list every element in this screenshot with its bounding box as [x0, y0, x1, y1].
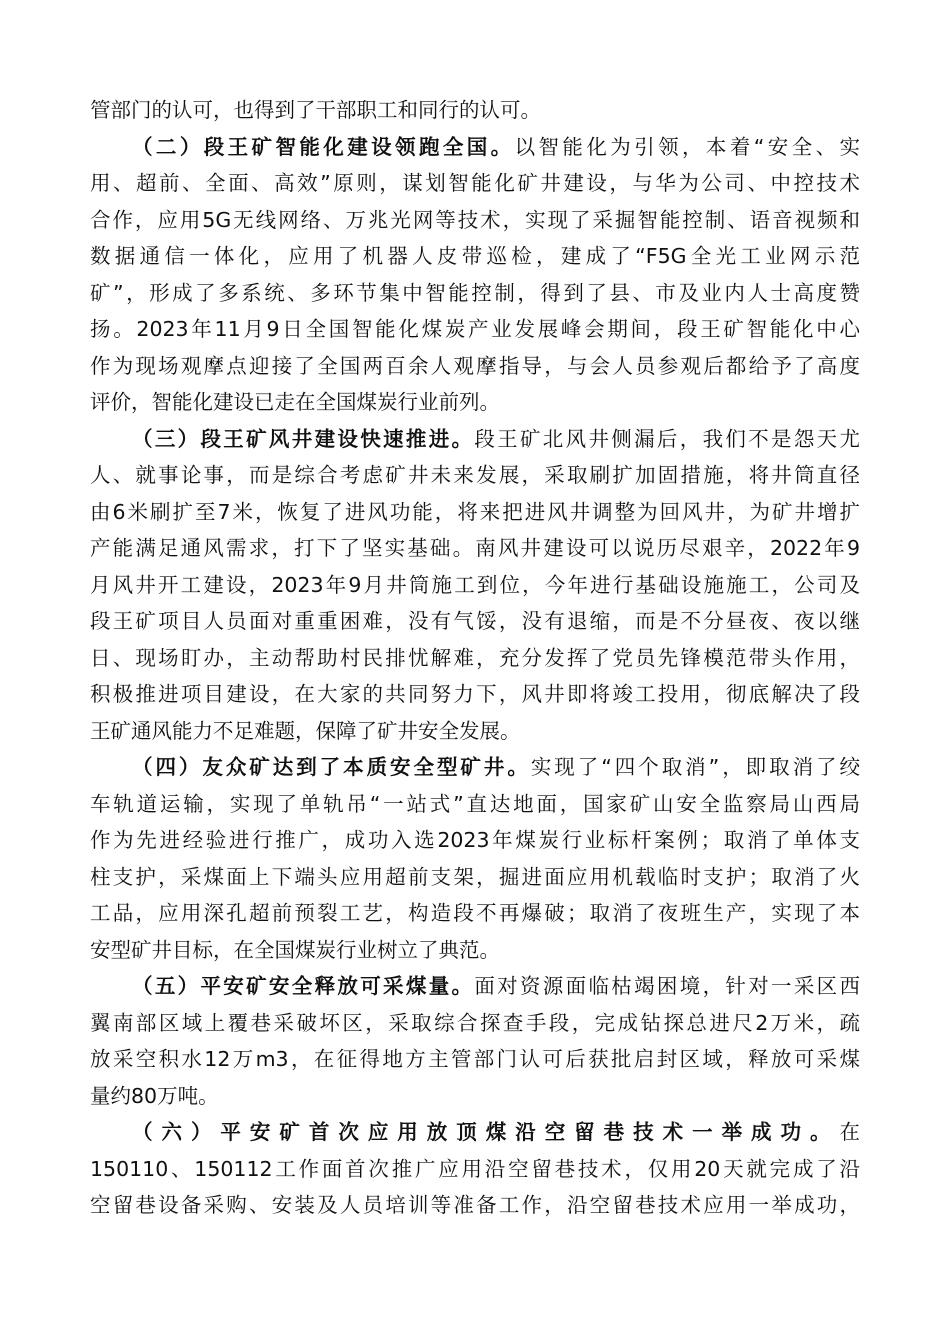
paragraph-section-3: [90, 421, 860, 750]
text-line: [90, 749, 860, 786]
text-line: [90, 421, 860, 458]
text-run: 以智能化为引领，本着“安全、实: [514, 134, 861, 159]
text-line: 管部门的认可，也得到了干部职工和同行的认可。: [90, 98, 541, 122]
text-line: 日、现场盯办，主动帮助村民排忧解难，充分发挥了党员先锋模范带头作用，: [90, 645, 860, 670]
text-line: 矿”，形成了多系统、多环节集中智能控制，得到了县、市及业内人士高度赞: [90, 280, 860, 305]
text-line: [90, 1114, 860, 1151]
text-line: 积极推进项目建设，在大家的共同努力下，风井即将竣工投用，彻底解决了段: [90, 682, 860, 706]
text-line: 量约80万吨。: [90, 1083, 219, 1108]
text-line: 作为现场观摩点迎接了全国两百余人观摩指导，与会人员参观后都给予了高度: [90, 353, 860, 378]
text-line: 段王矿项目人员面对重重困难，没有气馁，没有退缩，而是不分昼夜、夜以继: [90, 609, 860, 633]
text-line: 评价，智能化建设已走在全国煤炭行业前列。: [90, 390, 500, 414]
text-run: 段王矿北风井侧漏后，我们不是怨天尤: [474, 426, 861, 451]
document-body: [90, 92, 860, 1224]
text-line: 空留巷设备采购、安装及人员培训等准备工作，沿空留巷技术应用一举成功，: [90, 1193, 860, 1217]
text-line: [90, 968, 860, 1005]
text-line: 作为先进经验进行推广，成功入选2023年煤炭行业标杆案例；取消了单体支: [90, 828, 860, 852]
text-line: 王矿通风能力不足难题，保障了矿井安全发展。: [90, 718, 521, 743]
text-line: 产能满足通风需求，打下了坚实基础。南风井建设可以说历尽艰辛，2022年9: [90, 536, 860, 560]
text-line: 扬。2023年11月9日全国智能化煤炭产业发展峰会期间，段王矿智能化中心: [90, 317, 860, 341]
paragraph-section-6: [90, 1114, 860, 1224]
paragraph-intro-continuation: [90, 92, 860, 129]
section-heading: （三）段王矿风井建设快速推进。: [132, 426, 475, 451]
text-line: 放采空积水12万m3，在征得地方主管部门认可后获批启封区域，释放可采煤: [90, 1047, 860, 1071]
text-run: 面对资源面临枯竭困境，针对一采区西: [474, 974, 861, 998]
section-heading: （六）平安矿首次应用放顶煤沿空留巷技术一举成功。: [132, 1120, 840, 1144]
text-line: 车轨道运输，实现了单轨吊“一站式”直达地面，国家矿山安全监察局山西局: [90, 791, 860, 816]
text-line: 月风井开工建设，2023年9月井筒施工到位，今年进行基础设施施工，公司及: [90, 572, 860, 597]
text-line: 工品，应用深孔超前预裂工艺，构造段不再爆破；取消了夜班生产，实现了本: [90, 901, 860, 925]
text-line: 翼南部区域上覆巷采破坏区，采取综合探查手段，完成钻探总进尺2万米，疏: [90, 1010, 860, 1035]
paragraph-section-2: [90, 129, 860, 421]
section-heading: （五）平安矿安全释放可采煤量。: [132, 974, 475, 998]
section-heading: （四）友众矿达到了本质安全型矿井。: [132, 755, 531, 779]
paragraph-section-4: [90, 749, 860, 968]
text-run: 实现了“四个取消”，即取消了绞: [530, 755, 861, 779]
text-line: 数据通信一体化，应用了机器人皮带巡检，建成了“F5G全光工业网示范: [90, 244, 860, 268]
text-line: 安型矿井目标，在全国煤炭行业树立了典范。: [90, 937, 500, 962]
text-line: 由6米刷扩至7米，恢复了进风功能，将来把进风井调整为回风井，为矿井增扩: [90, 499, 860, 524]
text-run: 在: [839, 1120, 860, 1144]
paragraph-section-5: [90, 968, 860, 1114]
section-heading: （二）段王矿智能化建设领跑全国。: [132, 134, 515, 159]
text-line: 用、超前、全面、高效”原则，谋划智能化矿井建设，与华为公司、中控技术: [90, 171, 860, 195]
text-line: 合作，应用5G无线网络、万兆光网等技术，实现了采掘智能控制、语音视频和: [90, 207, 860, 232]
text-line: [90, 129, 860, 166]
text-line: 150110、150112工作面首次推广应用沿空留巷技术，仅用20天就完成了沿: [90, 1156, 860, 1181]
text-line: 柱支护，采煤面上下端头应用超前支架，掘进面应用机载临时支护；取消了火: [90, 864, 860, 889]
text-line: 人、就事论事，而是综合考虑矿井未来发展，采取刷扩加固措施，将井筒直径: [90, 463, 860, 487]
